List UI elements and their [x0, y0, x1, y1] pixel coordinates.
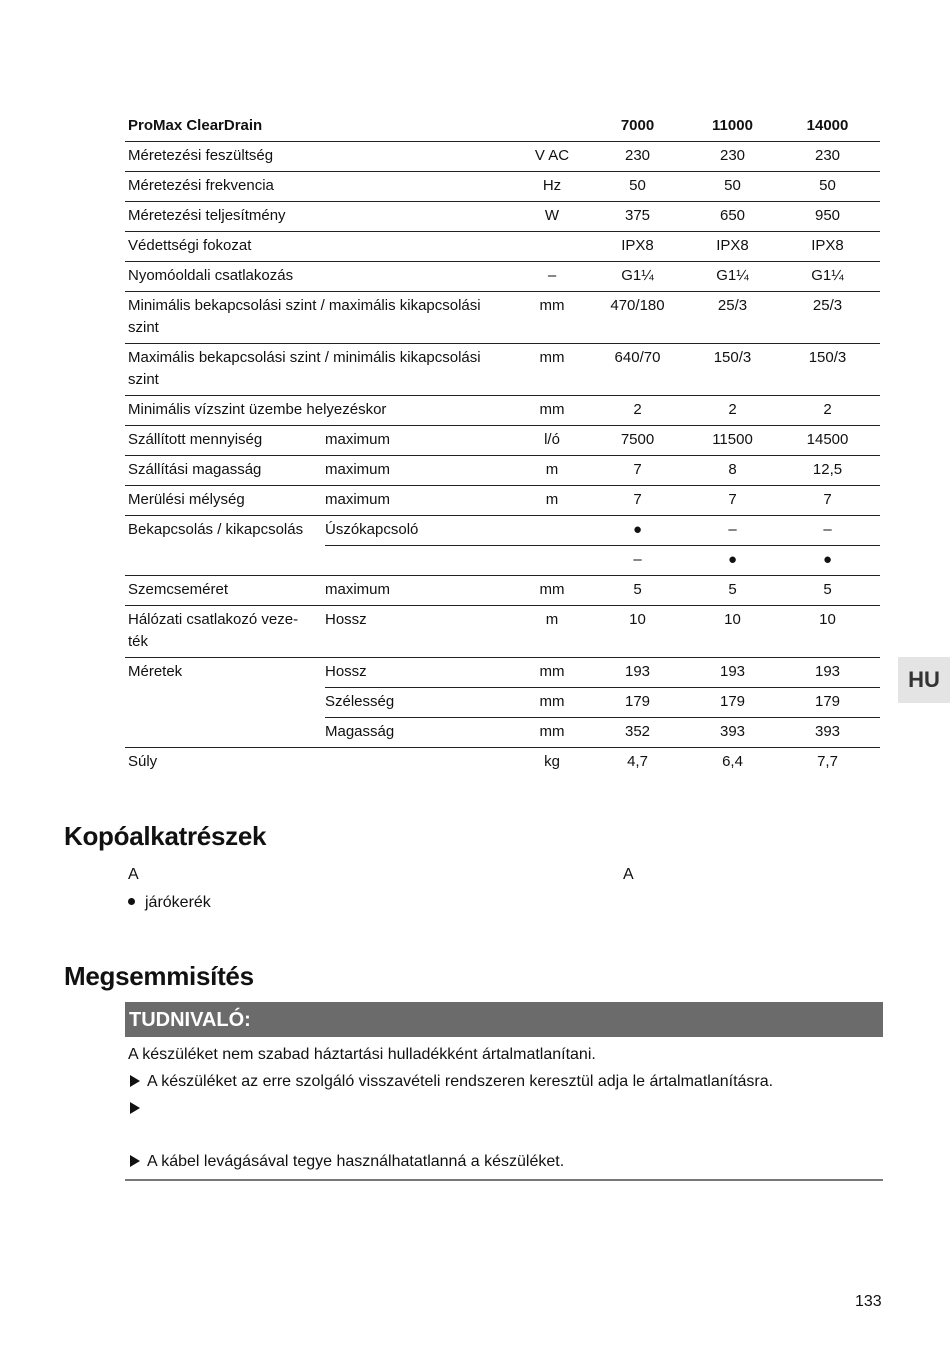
table-row	[125, 545, 880, 575]
row-value: 25/3	[812, 297, 843, 314]
row-value: 8	[728, 461, 737, 478]
row-value: 2	[633, 401, 642, 418]
disposal-step	[130, 1071, 773, 1093]
row-divider	[125, 605, 880, 606]
row-unit: mm	[539, 297, 565, 314]
row-value: IPX8	[811, 237, 844, 254]
row-value: 5	[633, 581, 642, 598]
row-value: 14500	[806, 431, 849, 448]
row-label: Maximális bekapcsolási szint / minimális kikapcsolási szint	[128, 349, 481, 388]
row-value: 950	[814, 207, 841, 224]
row-label: Szállított mennyiség	[128, 431, 263, 448]
row-value: 150/3	[713, 349, 752, 366]
row-label: Bekapcsolás / kikapcsolás	[128, 521, 304, 538]
table-row	[125, 141, 880, 171]
row-value: 2	[823, 401, 832, 418]
row-value: 179	[719, 693, 746, 710]
spec-table	[125, 111, 880, 777]
table-row	[125, 201, 880, 231]
row-divider	[125, 515, 880, 516]
row-sublabel: Hossz	[325, 663, 367, 680]
spare-parts-heading: Kopóalkatrészek	[64, 821, 267, 851]
row-value: 470/180	[610, 297, 665, 314]
row-unit: mm	[539, 349, 565, 366]
disposal-step	[130, 1151, 564, 1173]
row-sublabel: maximum	[325, 491, 391, 508]
row-value: 193	[719, 663, 746, 680]
table-row	[125, 171, 880, 201]
row-value: 7,7	[817, 753, 838, 770]
row-value: 193	[624, 663, 651, 680]
disposal-heading: Megsemmisítés	[64, 961, 254, 991]
disposal-intro: A készüléket nem szabad háztartási hulladékként ártalmatlanítani.	[128, 1046, 596, 1063]
row-unit: mm	[539, 581, 565, 598]
disposal-step-text: A kábel levágásával tegye használhatatlanná a készüléket.	[147, 1153, 565, 1170]
table-row	[125, 343, 880, 395]
row-label: Nyomóoldali csatlakozás	[128, 267, 294, 284]
table-row	[125, 425, 880, 455]
row-value: 352	[624, 723, 651, 740]
row-label: Méretezési frekvencia	[128, 177, 274, 194]
row-divider	[125, 201, 880, 202]
row-value: 640/70	[614, 349, 661, 366]
row-value: 4,7	[627, 753, 648, 770]
row-value: 5	[823, 581, 832, 598]
row-value: 230	[814, 147, 841, 164]
row-unit: W	[544, 207, 560, 224]
row-value: ●	[727, 551, 738, 568]
spare-parts-col-a: A	[128, 866, 139, 883]
spare-parts-col-b: A	[623, 866, 634, 883]
table-row	[125, 231, 880, 261]
row-unit: m	[545, 491, 559, 508]
spare-part-label: járókerék	[145, 894, 211, 911]
model-header: 11000	[712, 117, 753, 134]
row-divider	[325, 687, 880, 688]
row-sublabel: Szélesség	[325, 693, 395, 710]
table-row	[125, 515, 880, 545]
table-row	[125, 687, 880, 717]
section-divider	[125, 1179, 883, 1181]
row-label: Minimális vízszint üzembe helyezéskor	[128, 401, 387, 418]
row-value: 179	[814, 693, 841, 710]
row-value: 50	[629, 177, 646, 194]
row-label: Méretek	[128, 663, 183, 680]
table-row	[125, 291, 880, 343]
row-divider	[125, 343, 880, 344]
table-row	[125, 395, 880, 425]
model-header: 7000	[620, 117, 655, 134]
row-value: 10	[724, 611, 741, 628]
row-sublabel: Úszókapcsoló	[325, 521, 419, 538]
row-unit: –	[547, 267, 557, 284]
row-value: 10	[819, 611, 836, 628]
row-unit: mm	[539, 723, 565, 740]
row-value: 193	[814, 663, 841, 680]
row-value: 230	[624, 147, 651, 164]
row-value: 6,4	[722, 753, 743, 770]
row-sublabel: maximum	[325, 461, 391, 478]
row-sublabel: Magasság	[325, 723, 395, 740]
row-sublabel: maximum	[325, 581, 391, 598]
row-divider	[325, 545, 880, 546]
row-value: 5	[728, 581, 737, 598]
disposal-step	[130, 1098, 147, 1120]
row-label: Hálózati csatlakozó veze-ték	[128, 611, 299, 650]
spare-part-item	[128, 892, 211, 914]
row-sublabel: Hossz	[325, 611, 367, 628]
row-divider	[125, 455, 880, 456]
row-label: Merülési mélység	[128, 491, 245, 508]
arrow-right-icon	[130, 1102, 140, 1114]
product-name: ProMax ClearDrain	[128, 117, 263, 134]
row-value: 7500	[620, 431, 655, 448]
row-value: 650	[719, 207, 746, 224]
row-label: Súly	[128, 753, 158, 770]
row-label: Méretezési feszültség	[128, 147, 274, 164]
row-unit: kg	[544, 753, 560, 770]
row-unit: Hz	[542, 177, 562, 194]
row-unit: mm	[539, 693, 565, 710]
row-divider	[125, 231, 880, 232]
row-label: Minimális bekapcsolási szint / maximális kikapcsolási szint	[128, 297, 481, 336]
row-value: 230	[719, 147, 746, 164]
arrow-right-icon	[130, 1075, 140, 1087]
row-value: 150/3	[808, 349, 847, 366]
row-value: –	[728, 521, 737, 538]
row-unit: l/ó	[544, 431, 560, 448]
row-divider	[125, 425, 880, 426]
row-value: 7	[633, 491, 642, 508]
row-value: G1¼	[811, 267, 844, 284]
row-value: G1¼	[716, 267, 749, 284]
row-divider	[325, 717, 880, 718]
row-label: Szemcseméret	[128, 581, 229, 598]
table-row	[125, 455, 880, 485]
row-value: 10	[629, 611, 646, 628]
row-value: –	[633, 551, 642, 568]
row-divider	[125, 657, 880, 658]
row-value: ●	[822, 551, 833, 568]
bullet-icon	[128, 898, 135, 905]
row-value: 393	[814, 723, 841, 740]
row-divider	[125, 395, 880, 396]
row-value: 375	[624, 207, 651, 224]
row-label: Védettségi fokozat	[128, 237, 252, 254]
row-value: 12,5	[812, 461, 843, 478]
table-row	[125, 717, 880, 747]
row-value: 7	[633, 461, 642, 478]
row-unit: m	[545, 461, 559, 478]
arrow-right-icon	[130, 1155, 140, 1167]
row-label: Méretezési teljesítmény	[128, 207, 286, 224]
table-header-row	[125, 111, 880, 141]
row-label: Szállítási magasság	[128, 461, 262, 478]
model-header: 14000	[806, 117, 849, 134]
row-value: 11500	[712, 431, 753, 448]
row-value: IPX8	[621, 237, 654, 254]
row-divider	[125, 261, 880, 262]
table-row	[125, 485, 880, 515]
notice-title: TUDNIVALÓ:	[125, 1002, 883, 1037]
table-row	[125, 747, 880, 777]
row-divider	[125, 747, 880, 748]
row-value: 25/3	[717, 297, 748, 314]
row-unit: m	[545, 611, 559, 628]
row-value: –	[823, 521, 832, 538]
page-number: 133	[855, 1293, 882, 1310]
row-divider	[125, 291, 880, 292]
disposal-step-text: A készüléket az erre szolgáló visszavételi rendszeren keresztül adja le ártalmatlanításra.	[147, 1073, 774, 1090]
row-unit: V AC	[534, 147, 570, 164]
row-unit: mm	[539, 401, 565, 418]
table-row	[125, 575, 880, 605]
table-row	[125, 605, 880, 657]
row-value: 7	[823, 491, 832, 508]
row-sublabel: maximum	[325, 431, 391, 448]
row-value: ●	[632, 521, 643, 538]
row-divider	[125, 485, 880, 486]
row-divider	[125, 171, 880, 172]
row-value: G1¼	[621, 267, 654, 284]
table-row	[125, 261, 880, 291]
row-unit: mm	[539, 663, 565, 680]
row-value: 50	[819, 177, 836, 194]
row-value: 7	[728, 491, 737, 508]
row-value: 2	[728, 401, 737, 418]
row-divider	[125, 575, 880, 576]
table-row	[125, 657, 880, 687]
row-value: 50	[724, 177, 741, 194]
language-tab: HU	[898, 657, 950, 703]
row-value: IPX8	[716, 237, 749, 254]
row-value: 179	[624, 693, 651, 710]
row-value: 393	[719, 723, 746, 740]
